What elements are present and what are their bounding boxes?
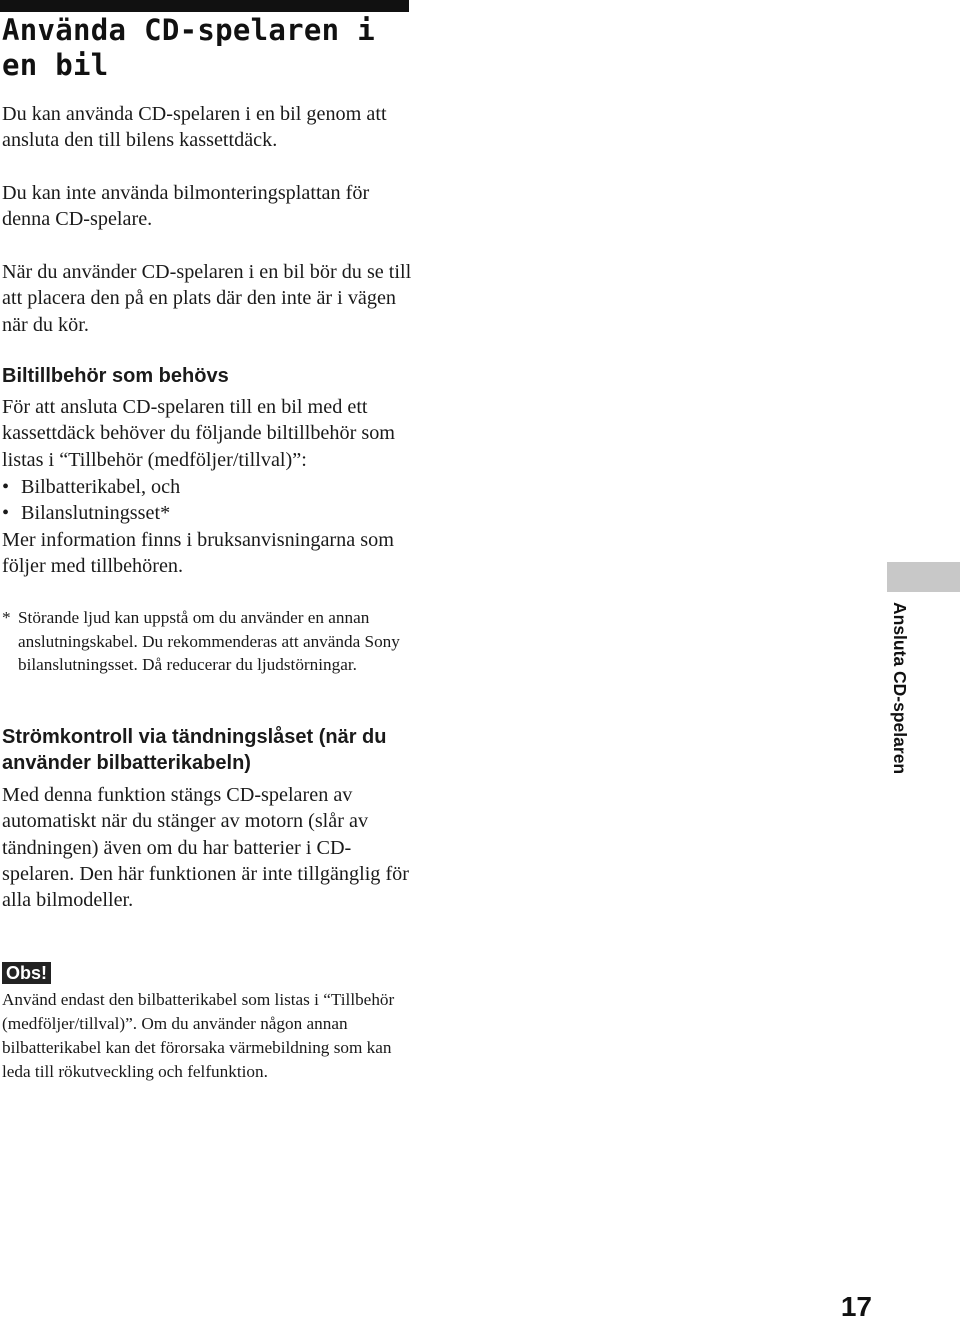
note-text: Använd endast den bilbatterikabel som listas i “Tillbehör (medföljer/tillval)”. Om du använder någon annan bilbatterikabel kan det förorsaka värmebildning som kan leda till rökutveckling och felfunktion. <box>2 990 395 1081</box>
intro-paragraph-2: Du kan inte använda bilmonteringsplattan för denna CD-spelare. <box>2 182 370 231</box>
side-tab-marker <box>887 562 960 592</box>
side-tab-label <box>885 602 915 777</box>
note-badge: Obs! <box>2 962 51 984</box>
list-item <box>2 500 412 526</box>
bullet-icon: • <box>2 502 10 525</box>
page-number: 17 <box>840 1291 872 1322</box>
intro-paragraph-3: När du använder CD-spelaren i en bil bör du se till att placera den på en plats där den inte är i vägen när du kör. <box>2 261 412 336</box>
list-item-text: Bilanslutningsset* <box>21 502 171 525</box>
accessories-more-info: Mer information finns i bruksanvisningarna som följer med tillbehören. <box>2 529 394 578</box>
side-tab-label-text: Ansluta CD-spelaren <box>890 602 910 775</box>
list-item-text: Bilbatterikabel, och <box>21 476 181 498</box>
accessories-list <box>2 474 412 527</box>
power-paragraph: Med denna funktion stängs CD-spelaren av automatiskt när du stänger av motorn (slår av tändningen) även om du har batterier i CD-spelaren. Den här funktionen är inte tillgänglig för alla bilmodeller. <box>2 784 409 912</box>
footnote-marker: * <box>2 608 11 627</box>
title-top-rule <box>0 0 409 12</box>
power-heading: Strömkontroll via tändningslåset (när du använder bilbatterikabeln) <box>2 726 387 774</box>
footnote <box>2 606 412 677</box>
accessories-heading: Biltillbehör som behövs <box>2 365 229 387</box>
accessories-paragraph: För att ansluta CD-spelaren till en bil med ett kassettdäck behöver du följande biltillbehör som listas i “Tillbehör (medföljer/tillval)”: <box>2 396 395 471</box>
footnote-text: Störande ljud kan uppstå om du använder en annan anslutningskabel. Du rekommenderas att använda Sony bilanslutningsset. Då reducerar du ljudstörningar. <box>18 608 400 675</box>
bullet-icon: • <box>2 476 10 498</box>
page-title: Använda CD-spelaren i en bil <box>2 13 375 82</box>
list-item <box>2 474 412 500</box>
intro-paragraph-1: Du kan använda CD-spelaren i en bil genom att ansluta den till bilens kassettdäck. <box>2 103 387 152</box>
